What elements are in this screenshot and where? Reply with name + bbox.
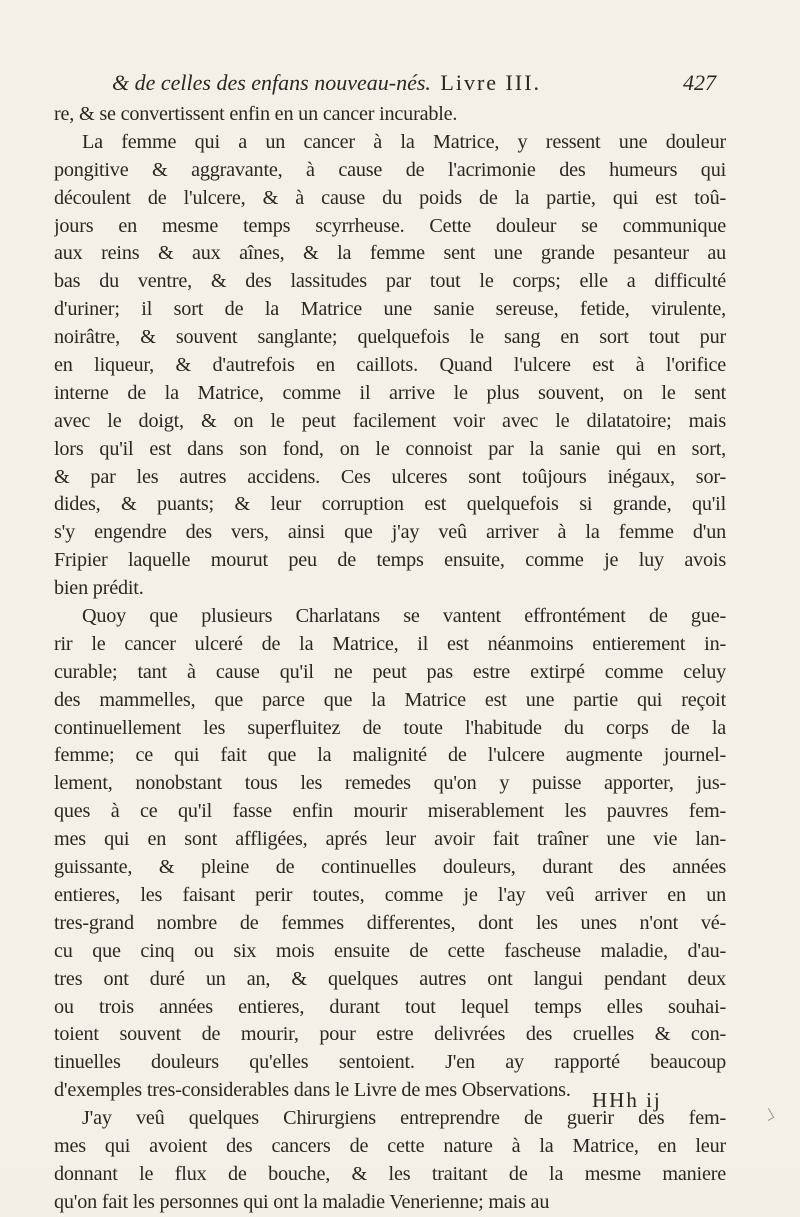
text-line: mes qui en sont affligées, aprés leur avoir fait traîner une vie lan- [54,828,726,851]
signature-mark: HHh ij [592,1088,662,1112]
text-line: re, & se convertissent enfin en un cancer incurable. [54,103,458,125]
text-line: Quoy que plusieurs Charlatans se vantent effrontément de gue- [82,605,726,628]
text-line: interne de la Matrice, comme il arrive le plus souvent, on le sent [54,381,726,404]
text-line: entieres, les faisant perir toutes, comme je l'ay veû arriver en un [54,883,726,906]
text-line: tres-grand nombre de femmes differentes, dont les unes n'ont vé- [54,911,726,934]
text-line: d'exemples tres-considerables dans le Livre de mes Observations. [54,1079,571,1102]
text-line: jours en mesme temps scyrrheuse. Cette douleur se communique [54,214,726,237]
text-line: en liqueur, & d'autrefois en caillots. Quand l'ulcere est à l'orifice [54,354,726,377]
text-line: noirâtre, & souvent sanglante; quelquefois le sang en sort tout pur [54,326,726,349]
text-line: dides, & puants; & leur corruption est quelquefois si grande, qu'il [54,493,726,516]
margin-mark [763,1108,775,1121]
running-header [112,70,716,100]
body-text [54,101,726,1217]
text-line: tres ont duré un an, & quelques autres ont langui pendant deux [54,967,726,990]
text-line: pongitive & aggravante, à cause de l'acrimonie des humeurs qui [54,158,726,181]
text-line: qu'on fait les personnes qui ont la maladie Venerienne; mais au [54,1190,550,1213]
text-line: lors qu'il est dans son fond, on le connoist par la sanie qui en sort, [54,437,726,460]
text-line: guissante, & pleine de continuelles douleurs, durant des années [54,856,726,879]
text-line: & par les autres accidens. Ces ulceres sont toûjours inégaux, sor- [54,465,726,488]
book-number: Livre III. [440,70,542,95]
text-line: d'uriner; il sort de la Matrice une sanie sereuse, fetide, virulente, [54,298,726,321]
text-line: bas du ventre, & des lassitudes par tout le corps; elle a difficulté [54,270,726,293]
text-line: Fripier laquelle mourut peu de temps ensuite, comme je luy avois [54,549,726,572]
text-line: tinuelles douleurs qu'elles sentoient. J'en ay rapporté beaucoup [54,1051,726,1074]
text-line: toient souvent de mourir, pour estre delivrées des cruelles & con- [54,1023,726,1046]
text-line: mes qui avoient des cancers de cette nature à la Matrice, en leur [54,1134,726,1157]
text-line: J'ay veû quelques Chirurgiens entreprendre de guerir des fem- [82,1107,726,1130]
text-line: donnant le flux de bouche, & les traitant de la mesme maniere [54,1162,726,1185]
text-line: s'y engendre des vers, ainsi que j'ay veû arriver à la femme d'un [54,521,726,544]
text-line: cu que cinq ou six mois ensuite de cette fascheuse maladie, d'au- [54,939,726,962]
text-line: La femme qui a un cancer à la Matrice, y ressent une douleur [82,130,726,153]
text-line: curable; tant à cause qu'il ne peut pas estre extirpé comme celuy [54,660,726,683]
text-line: continuellement les superfluitez de toute l'habitude du corps de la [54,716,726,739]
text-line: ou trois années entieres, durant tout lequel temps elles souhai- [54,995,726,1018]
text-line: femme; ce qui fait que la malignité de l'ulcere augmente journel- [54,744,726,767]
text-line: découlent de l'ulcere, & à cause du poids de la partie, qui est toû- [54,186,726,209]
text-line: rir le cancer ulceré de la Matrice, il est néanmoins entierement in- [54,632,726,655]
text-line: ques à ce qu'il fasse enfin mourir miserablement les pauvres fem- [54,800,726,823]
text-line: avec le doigt, & on le peut facilement voir avec le dilatatoire; mais [54,409,726,432]
text-line: aux reins & aux aînes, & la femme sent une grande pesanteur au [54,242,726,265]
running-title: & de celles des enfans nouveau-nés. [112,70,431,95]
text-line: lement, nonobstant tous les remedes qu'on y puisse apporter, jus- [54,772,726,795]
text-line: des mammelles, que parce que la Matrice est une partie qui reçoit [54,688,726,711]
page-number: 427 [683,70,716,95]
text-line: bien prédit. [54,577,144,600]
